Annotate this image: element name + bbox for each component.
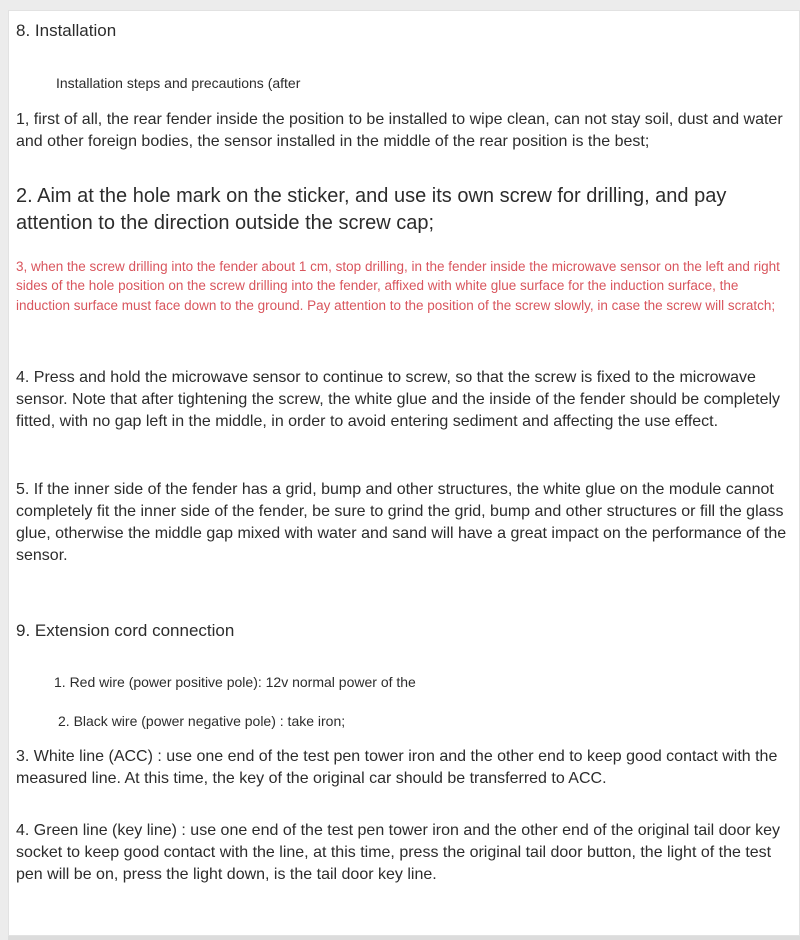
wire-step-2: 2. Black wire (power negative pole) : take iron; [58,713,346,729]
wire-step-4: 4. Green line (key line) : use one end of the test pen tower iron and the other end of the original tail door key socket to keep good contact with the line, at this time, press the original tail door button, the light of the test pen will be on, press the light down, is the tail door key line. [16,822,781,883]
wire-step-1: 1. Red wire (power positive pole): 12v normal power of the [54,674,416,690]
installation-step-4: 4. Press and hold the microwave sensor to continue to screw, so that the screw is fixed to the microwave sensor. Note that after tightening the screw, the white glue and the inside of the fender should be completely fitted, with no gap left in the middle, in order to avoid entering sediment and affecting the use effect. [16,369,781,430]
installation-step-3: 3, when the screw drilling into the fender about 1 cm, stop drilling, in the fender inside the microwave sensor on the left and right sides of the hole position on the screw drilling into the fender, affixed with white glue surface for the induction surface, the induction surface must face down to the ground. Pay attention to the position of the screw slowly, in case the screw will scratch; [16,259,780,313]
installation-step-1: 1, first of all, the rear fender inside the position to be installed to wipe clean, can not stay soil, dust and water and other foreign bodies, the sensor installed in the middle of the rear position is the best; [16,111,783,150]
section-9-title: 9. Extension cord connection [16,621,235,640]
installation-step-5: 5. If the inner side of the fender has a grid, bump and other structures, the white glue on the module cannot completely fit the inner side of the fender, be sure to grind the grid, bump and other structures or fill the glass glue, otherwise the middle gap mixed with water and sand will have a great impact on the performance of the sensor. [16,481,787,564]
wire-step-3: 3. White line (ACC) : use one end of the test pen tower iron and the other end to keep good contact with the measured line. At this time, the key of the original car should be transferred to ACC. [16,748,778,787]
section-8-subtitle: Installation steps and precautions (after [56,75,301,91]
document-page [8,10,800,936]
page-bottom-edge [8,936,800,940]
section-8-title: 8. Installation [16,21,117,40]
installation-step-2: 2. Aim at the hole mark on the sticker, and use its own screw for drilling, and pay attention to the direction outside the screw cap; [16,185,727,234]
